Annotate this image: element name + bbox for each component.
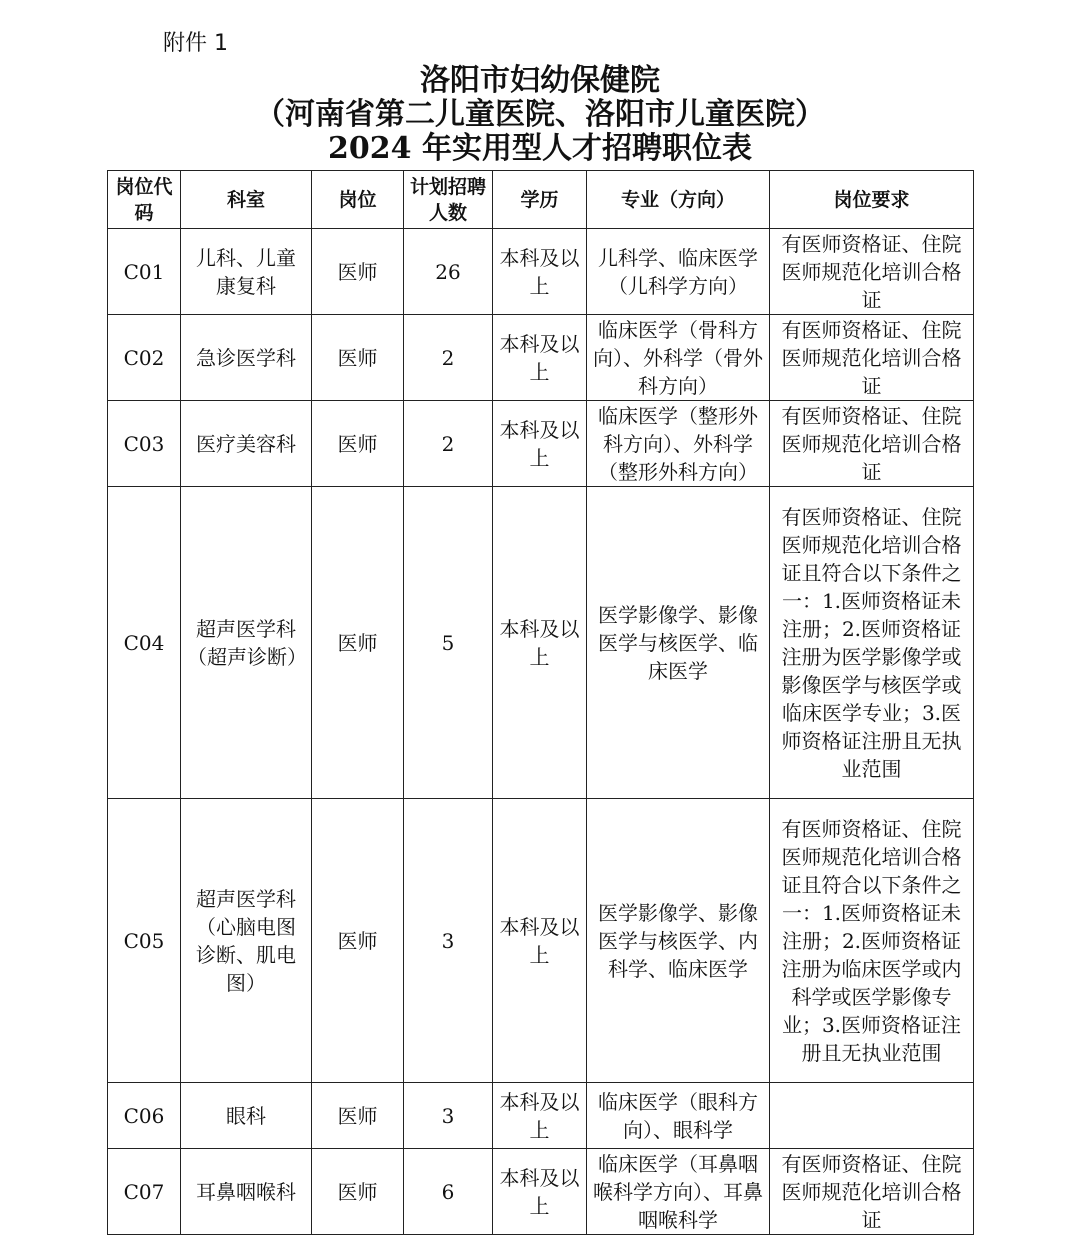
recruitment-table (107, 170, 974, 1235)
table-row (108, 1083, 974, 1149)
cell-count: 3 (404, 1083, 493, 1149)
cell-requirements: 有医师资格证、住院医师规范化培训合格证且符合以下条件之一：1.医师资格证未注册；2.医师资格证注册为医学影像学或影像医学与核医学或临床医学专业；3.医师资格证注册且无执业范围 (770, 487, 974, 799)
cell-edu: 本科及以上 (493, 401, 587, 487)
cell-count: 3 (404, 799, 493, 1083)
cell-post: 医师 (312, 401, 404, 487)
cell-code: C04 (108, 487, 181, 799)
cell-post: 医师 (312, 1149, 404, 1235)
table-row (108, 229, 974, 315)
cell-major: 医学影像学、影像医学与核医学、内科学、临床医学 (587, 799, 770, 1083)
header-code: 岗位代码 (108, 171, 181, 229)
cell-code: C02 (108, 315, 181, 401)
table-row (108, 487, 974, 799)
cell-count: 2 (404, 315, 493, 401)
cell-requirements: 有医师资格证、住院医师规范化培训合格证 (770, 315, 974, 401)
header-dept: 科室 (181, 171, 312, 229)
cell-code: C01 (108, 229, 181, 315)
header-count: 计划招聘人数 (404, 171, 493, 229)
cell-code: C06 (108, 1083, 181, 1149)
table-header-row (108, 171, 974, 229)
cell-dept: 耳鼻咽喉科 (181, 1149, 312, 1235)
cell-major: 临床医学（耳鼻咽喉科学方向）、耳鼻咽喉科学 (587, 1149, 770, 1235)
header-post: 岗位 (312, 171, 404, 229)
cell-edu: 本科及以上 (493, 1149, 587, 1235)
cell-dept: 超声医学科（超声诊断） (181, 487, 312, 799)
cell-dept: 儿科、儿童康复科 (181, 229, 312, 315)
cell-dept: 急诊医学科 (181, 315, 312, 401)
cell-post: 医师 (312, 1083, 404, 1149)
cell-count: 2 (404, 401, 493, 487)
cell-dept: 超声医学科（心脑电图诊断、肌电图） (181, 799, 312, 1083)
cell-requirements: 有医师资格证、住院医师规范化培训合格证 (770, 229, 974, 315)
cell-major: 儿科学、临床医学（儿科学方向） (587, 229, 770, 315)
cell-post: 医师 (312, 229, 404, 315)
cell-count: 5 (404, 487, 493, 799)
cell-post: 医师 (312, 315, 404, 401)
table-row (108, 799, 974, 1083)
cell-post: 医师 (312, 799, 404, 1083)
cell-requirements (770, 1083, 974, 1149)
cell-edu: 本科及以上 (493, 315, 587, 401)
attachment-label: 附件 1 (163, 31, 228, 56)
cell-major: 临床医学（骨科方向）、外科学（骨外科方向） (587, 315, 770, 401)
title-hospital: 洛阳市妇幼保健院 (420, 63, 660, 98)
header-edu: 学历 (493, 171, 587, 229)
cell-dept: 眼科 (181, 1083, 312, 1149)
cell-count: 26 (404, 229, 493, 315)
table-row (108, 315, 974, 401)
cell-major: 医学影像学、影像医学与核医学、临床医学 (587, 487, 770, 799)
header-requirements: 岗位要求 (770, 171, 974, 229)
cell-post: 医师 (312, 487, 404, 799)
title-hospital-aliases: （河南省第二儿童医院、洛阳市儿童医院） (255, 97, 825, 132)
cell-count: 6 (404, 1149, 493, 1235)
cell-code: C05 (108, 799, 181, 1083)
cell-dept: 医疗美容科 (181, 401, 312, 487)
table-row (108, 401, 974, 487)
cell-requirements: 有医师资格证、住院医师规范化培训合格证且符合以下条件之一：1.医师资格证未注册；2.医师资格证注册为临床医学或内科学或医学影像专业；3.医师资格证注册且无执业范围 (770, 799, 974, 1083)
cell-edu: 本科及以上 (493, 1083, 587, 1149)
cell-edu: 本科及以上 (493, 229, 587, 315)
cell-code: C07 (108, 1149, 181, 1235)
cell-code: C03 (108, 401, 181, 487)
title-recruitment-table: 2024 年实用型人才招聘职位表 (328, 131, 752, 166)
cell-requirements: 有医师资格证、住院医师规范化培训合格证 (770, 401, 974, 487)
cell-major: 临床医学（整形外科方向）、外科学（整形外科方向） (587, 401, 770, 487)
cell-edu: 本科及以上 (493, 799, 587, 1083)
header-major: 专业（方向） (587, 171, 770, 229)
table-row (108, 1149, 974, 1235)
cell-edu: 本科及以上 (493, 487, 587, 799)
cell-major: 临床医学（眼科方向）、眼科学 (587, 1083, 770, 1149)
cell-requirements: 有医师资格证、住院医师规范化培训合格证 (770, 1149, 974, 1235)
